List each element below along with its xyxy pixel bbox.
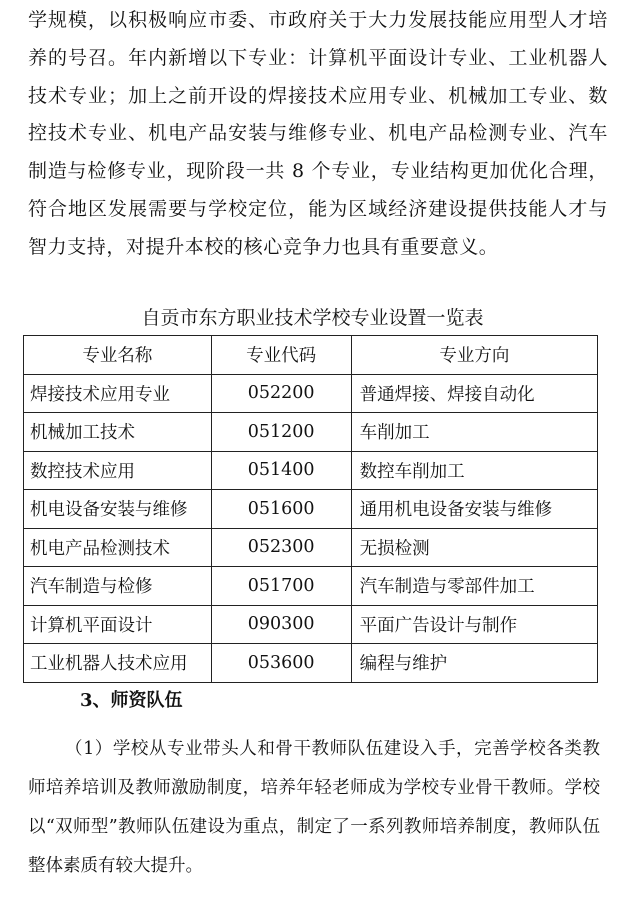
table-row — [24, 490, 598, 529]
major-name-cell: 数控技术应用 — [24, 451, 212, 490]
column-header-major-name: 专业名称 — [24, 336, 212, 375]
column-header-major-direction: 专业方向 — [351, 336, 597, 375]
major-name-cell: 机械加工技术 — [24, 413, 212, 452]
major-code-cell: 052300 — [211, 528, 351, 567]
table-row — [24, 644, 598, 683]
table-title: 自贡市东方职业技术学校专业设置一览表 — [141, 307, 484, 329]
table-row — [24, 451, 598, 490]
section-heading: 3、师资队伍 — [80, 690, 183, 711]
majors-table — [23, 335, 598, 683]
table-row — [24, 605, 598, 644]
major-name-cell: 计算机平面设计 — [24, 605, 212, 644]
major-code-cell: 053600 — [211, 644, 351, 683]
major-direction-cell: 通用机电设备安装与维修 — [351, 490, 597, 529]
major-name-cell: 汽车制造与检修 — [24, 567, 212, 606]
table-row — [24, 528, 598, 567]
major-name-cell: 机电产品检测技术 — [24, 528, 212, 567]
major-direction-cell: 平面广告设计与制作 — [351, 605, 597, 644]
major-code-cell: 051700 — [211, 567, 351, 606]
major-direction-cell: 编程与维护 — [351, 644, 597, 683]
column-header-major-code: 专业代码 — [211, 336, 351, 375]
teacher-paragraph: （1）学校从专业带头人和骨干教师队伍建设入手，完善学校各类教师培养培训及教师激励制度，培养年轻老师成为学校专业骨干教师。学校以“双师型”教师队伍建设为重点，制定了一系列教师培养制度，教师队伍整体素质有较大提升。 — [28, 739, 600, 876]
major-code-cell: 090300 — [211, 605, 351, 644]
major-name-cell: 焊接技术应用专业 — [24, 374, 212, 413]
major-code-cell: 051400 — [211, 451, 351, 490]
table-row — [24, 567, 598, 606]
table-row — [24, 413, 598, 452]
major-direction-cell: 汽车制造与零部件加工 — [351, 567, 597, 606]
major-direction-cell: 无损检测 — [351, 528, 597, 567]
major-direction-cell: 车削加工 — [351, 413, 597, 452]
major-code-cell: 051600 — [211, 490, 351, 529]
major-name-cell: 机电设备安装与维修 — [24, 490, 212, 529]
major-direction-cell: 数控车削加工 — [351, 451, 597, 490]
major-name-cell: 工业机器人技术应用 — [24, 644, 212, 683]
intro-paragraph: 学规模，以积极响应市委、市政府关于大力发展技能应用型人才培养的号召。年内新增以下专业：计算机平面设计专业、工业机器人技术专业；加上之前开设的焊接技术应用专业、机械加工专业、数控技术专业、机电产品安装与维修专业、机电产品检测专业、汽车制造与检修专业，现阶段一共 8 个专业，专业结构更加优化合理，符合地区发展需要与学校定位，能为区域经济建设提供技能人才与智力支持，对提升本校的核心竞争力也具有重要意义。 — [28, 9, 608, 258]
table-row — [24, 374, 598, 413]
major-direction-cell: 普通焊接、焊接自动化 — [351, 374, 597, 413]
major-code-cell: 052200 — [211, 374, 351, 413]
table-header-row — [24, 336, 598, 375]
major-code-cell: 051200 — [211, 413, 351, 452]
